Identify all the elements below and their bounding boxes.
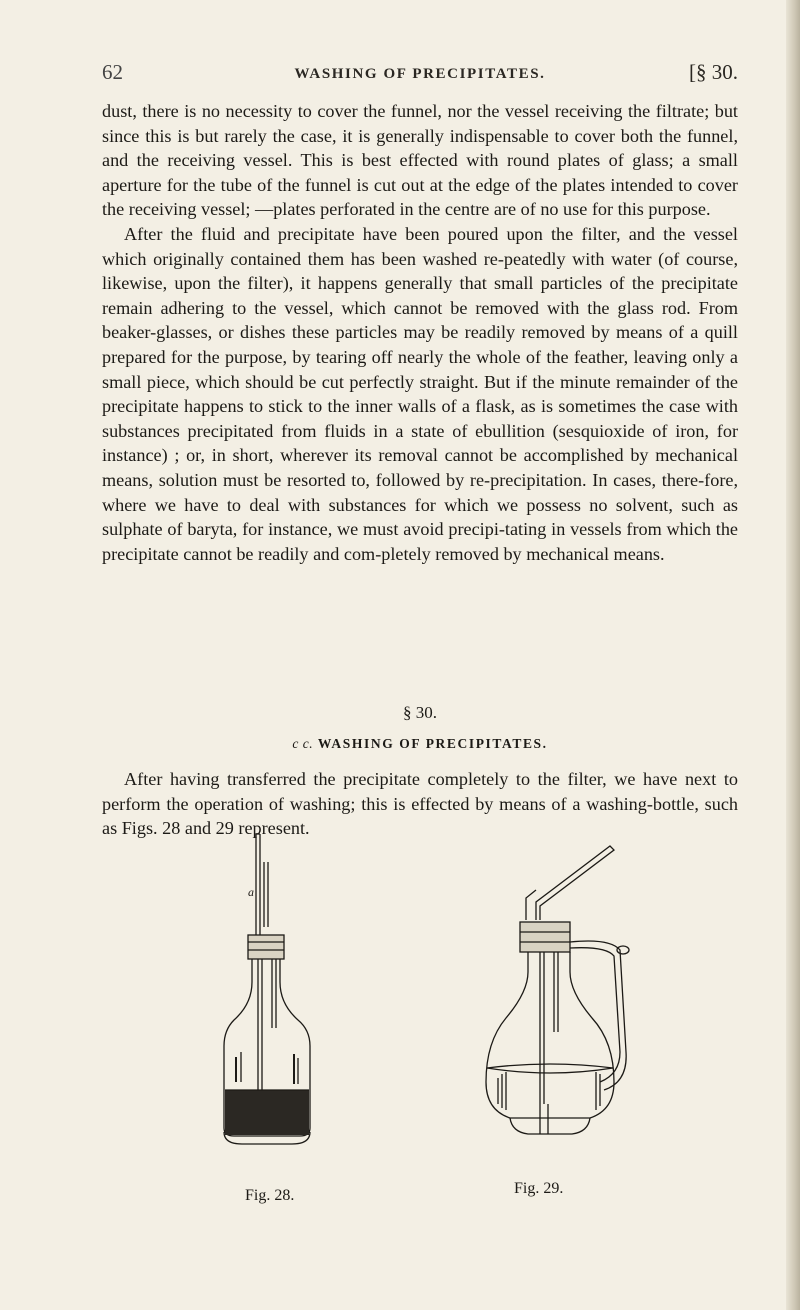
running-head-title: WASHING OF PRECIPITATES.	[294, 66, 546, 82]
page-edge-shadow	[786, 0, 800, 1310]
running-head	[102, 60, 738, 90]
page-number: 62	[102, 60, 123, 84]
figure-28-caption: Fig. 28.	[245, 1187, 295, 1204]
section-heading-prefix: c c.	[292, 736, 314, 751]
section-heading	[0, 736, 800, 752]
paragraph-continuation: dust, there is no necessity to cover the funnel, nor the vessel receiving the filtrate; but since this is but rarely the case, it is generally indispensable to cover both the funnel, and the receiving vessel. This is best effected with round plates of glass; a small aperture for the tube of the funnel is cut out at the edge of the plates intended to cover the receiving vessel; —plates perforated in the centre are of no use for this purpose.	[102, 101, 738, 220]
body-text-top	[102, 99, 738, 566]
section-heading-title: WASHING OF PRECIPITATES.	[317, 736, 548, 751]
paragraph-washing: After having transferred the precipitate completely to the filter, we have next to perform the operation of washing; this is effected by means of a washing-bottle, such as Figs. 28 and 29 represent.	[102, 769, 738, 839]
body-text-section	[102, 767, 738, 841]
paragraph-after-filter: After the fluid and precipitate have been poured upon the filter, and the vessel which originally contained them has been washed re-peatedly with water (of course, likewise, upon the filter), it happens generally that small particles of the precipitate remain adhering to the vessel, which cannot be removed with the glass rod. From beaker-glasses, or dishes these particles may be readily removed by means of a quill prepared for the purpose, by tearing off nearly the whole of the feather, leaving only a small piece, which should be cut perfectly straight. But if the minute remainder of the precipitate happens to stick to the inner walls of a flask, as is sometimes the case with substances precipitated from fluids in a state of ebullition (sesquioxide of iron, for instance) ; or, in short, wherever its removal cannot be accomplished by mechanical means, solution must be resorted to, followed by re-precipitation. In cases, there-fore, where we have to deal with substances for which we possess no solvent, such as sulphate of baryta, for instance, we must avoid precipi-tating in vessels from which the precipitate cannot be readily and com-pletely removed by mechanical means.	[102, 223, 738, 564]
figure-28-illustration	[212, 832, 322, 1150]
figure-29-illustration	[470, 842, 670, 1142]
figure-28-drawing	[212, 832, 322, 1150]
figure-29-drawing	[470, 842, 670, 1142]
figure-28-label-a: a	[248, 885, 254, 899]
section-number: § 30.	[403, 703, 437, 722]
figure-29-caption: Fig. 29.	[514, 1180, 564, 1197]
running-head-section: [§ 30.	[689, 60, 738, 84]
